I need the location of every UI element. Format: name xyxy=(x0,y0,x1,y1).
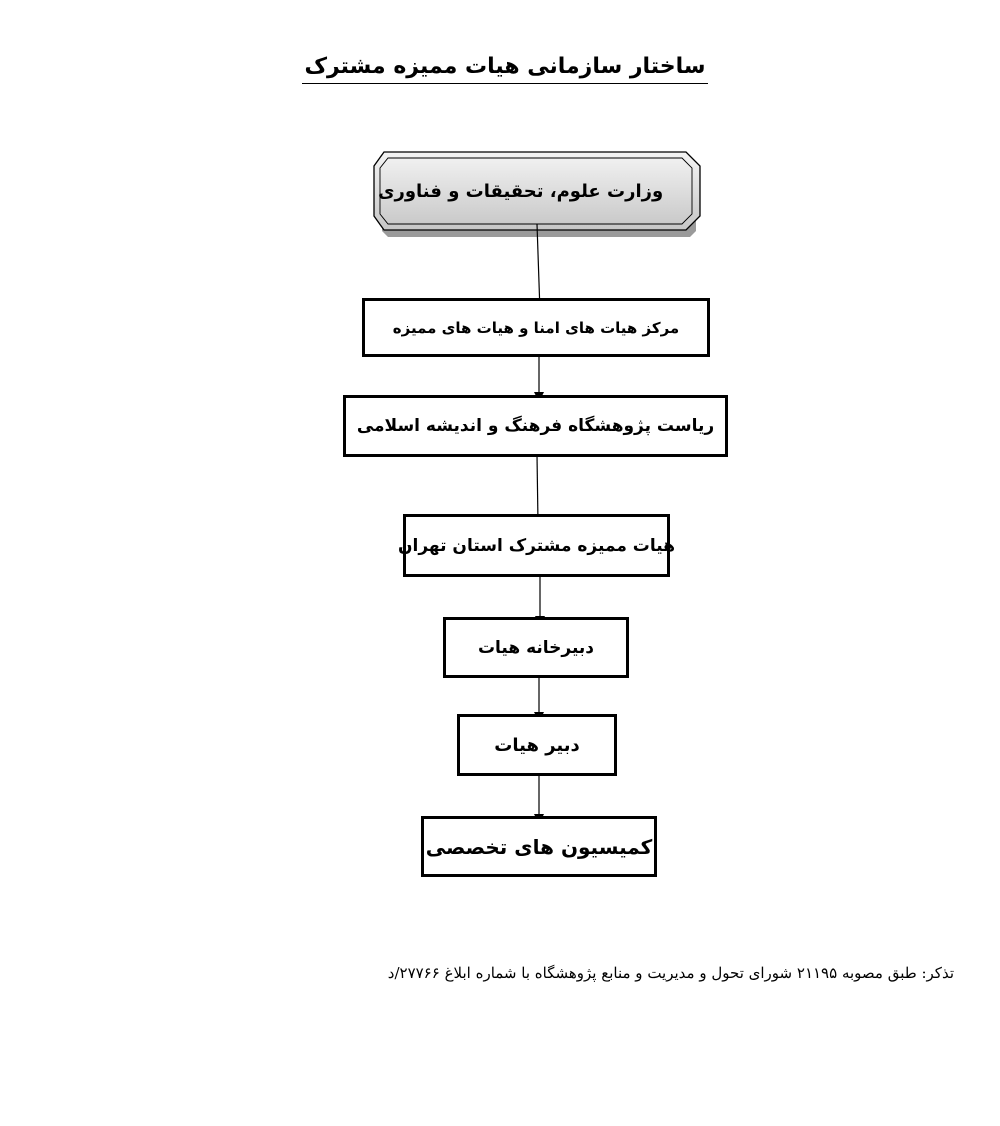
center-box xyxy=(362,298,710,357)
presidency-box xyxy=(343,395,728,457)
center-label: مرکز هیات های امنا و هیات های ممیزه xyxy=(392,318,680,337)
commissions-box xyxy=(421,816,657,877)
secretary-box xyxy=(457,714,617,776)
secretariat-box xyxy=(443,617,629,678)
secretary-label: دبیر هیات xyxy=(494,734,580,756)
presidency-label: ریاست پژوهشگاه فرهنگ و اندیشه اسلامی xyxy=(356,416,715,436)
secretariat-label: دبیرخانه هیات xyxy=(477,637,595,658)
chart-title-text: ساختار سازمانی هیات ممیزه مشترک xyxy=(302,52,707,84)
connector-presidency-board xyxy=(537,455,538,523)
board-box xyxy=(398,514,675,577)
board-label: هیات ممیزه مشترک استان تهران xyxy=(398,535,675,556)
footnote: تذکر: طبق مصوبه ۲۱۱۹۵ شورای تحول و مدیریت و منابع پژوهشگاه با شماره ابلاغ ۲۷۷۶۶/د xyxy=(387,964,954,982)
ministry-label: وزارت علوم، تحقیقات و فناوری xyxy=(378,180,664,202)
commissions-label: کمیسیون های تخصصی xyxy=(425,834,653,859)
